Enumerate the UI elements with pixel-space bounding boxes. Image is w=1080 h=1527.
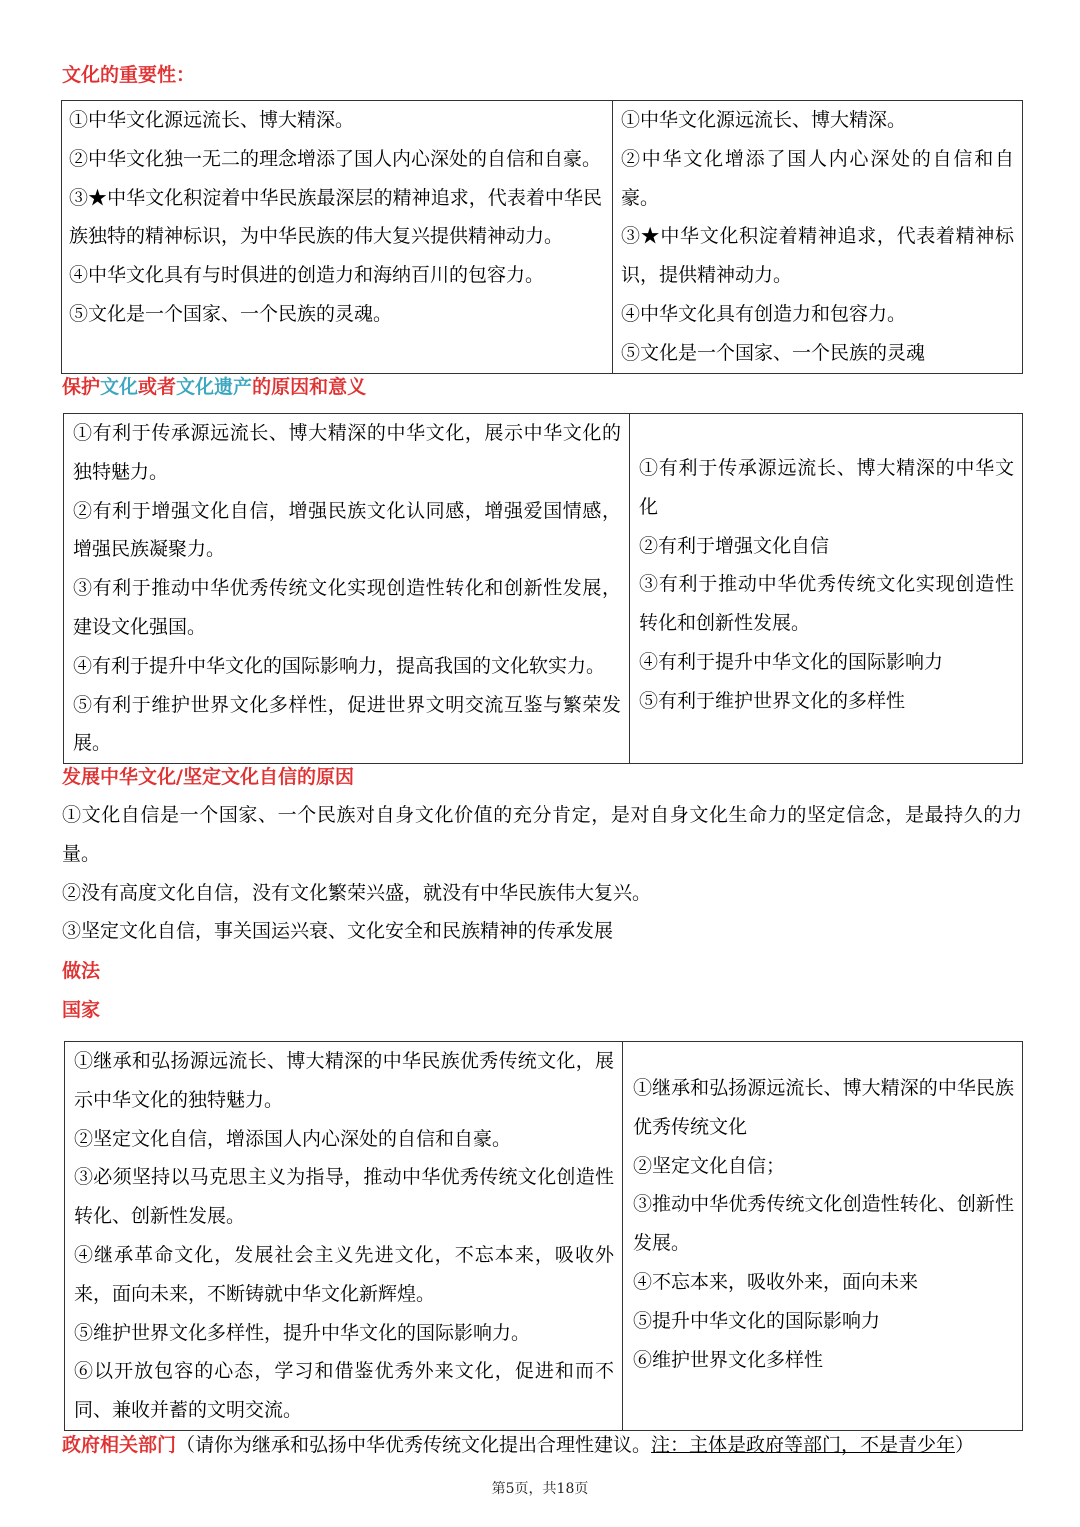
list-item: ④有利于提升中华文化的国际影响力，提高我国的文化软实力。 <box>73 654 606 677</box>
list-item: ①有利于传承源远流长、博大精深的中华文化 <box>639 457 1014 518</box>
protect-left-cell <box>64 414 630 764</box>
section-heading-develop: 发展中华文化/坚定文化自信的原因 <box>62 766 354 788</box>
list-item: ④中华文化具有与时俱进的创造力和海纳百川的包容力。 <box>69 264 545 287</box>
section-heading-importance: 文化的重要性： <box>62 64 196 86</box>
heading-highlight: 文化遗产 <box>176 376 253 398</box>
list-item: ④不忘本来，吸收外来，面向未来 <box>633 1270 919 1293</box>
gov-prompt: （请你为继承和弘扬中华优秀传统文化提出合理性建议。 <box>176 1434 652 1456</box>
list-item: ②中华文化独一无二的理念增添了国人内心深处的自信和自豪。 <box>69 147 602 170</box>
list-item: ⑤提升中华文化的国际影响力 <box>633 1309 881 1332</box>
list-item: ①中华文化源远流长、博大精深。 <box>621 109 907 131</box>
list-item: ⑤有利于维护世界文化的多样性 <box>639 689 906 712</box>
list-item: ③★中华文化积淀着中华民族最深层的精神追求，代表着中华民族独特的精神标识，为中华民族的伟大复兴提供精神动力。 <box>69 186 602 248</box>
section-heading-gov <box>62 1433 974 1457</box>
list-item: ②有利于增强文化自信 <box>639 534 830 557</box>
heading-part: 的原因和意义 <box>252 376 367 398</box>
gov-note: 注：主体是政府等部门，不是青少年 <box>651 1434 956 1456</box>
protect-table <box>63 413 1023 764</box>
list-item: ①中华文化源远流长、博大精深。 <box>69 109 355 131</box>
importance-right-cell <box>613 101 1023 374</box>
list-item: ②没有高度文化自信，没有文化繁荣兴盛，就没有中华民族伟大复兴。 <box>62 881 652 904</box>
list-item: ⑥以开放包容的心态，学习和借鉴优秀外来文化，促进和而不同、兼收并蓄的文明交流。 <box>74 1360 614 1422</box>
list-item: ⑥维护世界文化多样性 <box>633 1348 824 1371</box>
list-item: ①继承和弘扬源远流长、博大精深的中华民族优秀传统文化，展示中华文化的独特魅力。 <box>74 1050 614 1111</box>
heading-part: 保护 <box>62 376 101 398</box>
list-item: ⑤文化是一个国家、一个民族的灵魂。 <box>69 302 393 325</box>
list-item: ③有利于推动中华优秀传统文化实现创造性转化和创新性发展。 <box>639 573 1014 635</box>
list-item: ①文化自信是一个国家、一个民族对自身文化价值的充分肯定，是对自身文化生命力的坚定信念，是最持久的力量。 <box>62 804 1022 865</box>
list-item: ②中华文化增添了国人内心深处的自信和自豪。 <box>621 147 1014 209</box>
method-right-cell <box>623 1042 1023 1431</box>
importance-table <box>61 100 1023 374</box>
develop-paragraphs <box>62 796 1022 951</box>
method-table <box>64 1041 1023 1431</box>
protect-right-cell <box>630 414 1023 764</box>
section-heading-protect <box>62 375 366 399</box>
list-item: ③推动中华优秀传统文化创造性转化、创新性发展。 <box>633 1193 1014 1255</box>
list-item: ④有利于提升中华文化的国际影响力 <box>639 650 944 673</box>
gov-heading: 政府相关部门 <box>62 1434 177 1456</box>
list-item: ⑤有利于维护世界文化多样性，促进世界文明交流互鉴与繁荣发展。 <box>73 693 621 755</box>
list-item: ⑤文化是一个国家、一个民族的灵魂 <box>621 341 926 364</box>
list-item: ③必须坚持以马克思主义为指导，推动中华优秀传统文化创造性转化、创新性发展。 <box>74 1166 614 1228</box>
list-item: ②坚定文化自信，增添国人内心深处的自信和自豪。 <box>74 1127 512 1150</box>
heading-part: 或者 <box>138 376 177 398</box>
page-footer: 第5页，共18页 <box>491 1481 589 1497</box>
list-item: ①继承和弘扬源远流长、博大精深的中华民族优秀传统文化 <box>633 1077 1014 1138</box>
list-item: ④继承革命文化，发展社会主义先进文化，不忘本来，吸收外来，面向未来，不断铸就中华文化新辉煌。 <box>74 1243 614 1305</box>
heading-highlight: 文化 <box>100 376 139 398</box>
method-left-cell <box>65 1042 623 1431</box>
list-item: ②坚定文化自信； <box>633 1154 786 1177</box>
list-item: ③有利于推动中华优秀传统文化实现创造性转化和创新性发展，建设文化强国。 <box>73 577 621 638</box>
gov-close: ） <box>955 1434 975 1456</box>
list-item: ③★中华文化积淀着精神追求，代表着精神标识，提供精神动力。 <box>621 225 1014 287</box>
list-item: ①有利于传承源远流长、博大精深的中华文化，展示中华文化的独特魅力。 <box>73 422 621 483</box>
list-item: ④中华文化具有创造力和包容力。 <box>621 302 907 325</box>
list-item: ⑤维护世界文化多样性，提升中华文化的国际影响力。 <box>74 1321 531 1344</box>
list-item: ③坚定文化自信，事关国运兴衰、文化安全和民族精神的传承发展 <box>62 920 614 943</box>
section-heading-method: 做法 <box>62 960 101 982</box>
sub-heading-country: 国家 <box>62 999 101 1021</box>
importance-left-cell <box>62 101 613 374</box>
list-item: ②有利于增强文化自信，增强民族文化认同感，增强爱国情感，增强民族凝聚力。 <box>73 499 621 561</box>
